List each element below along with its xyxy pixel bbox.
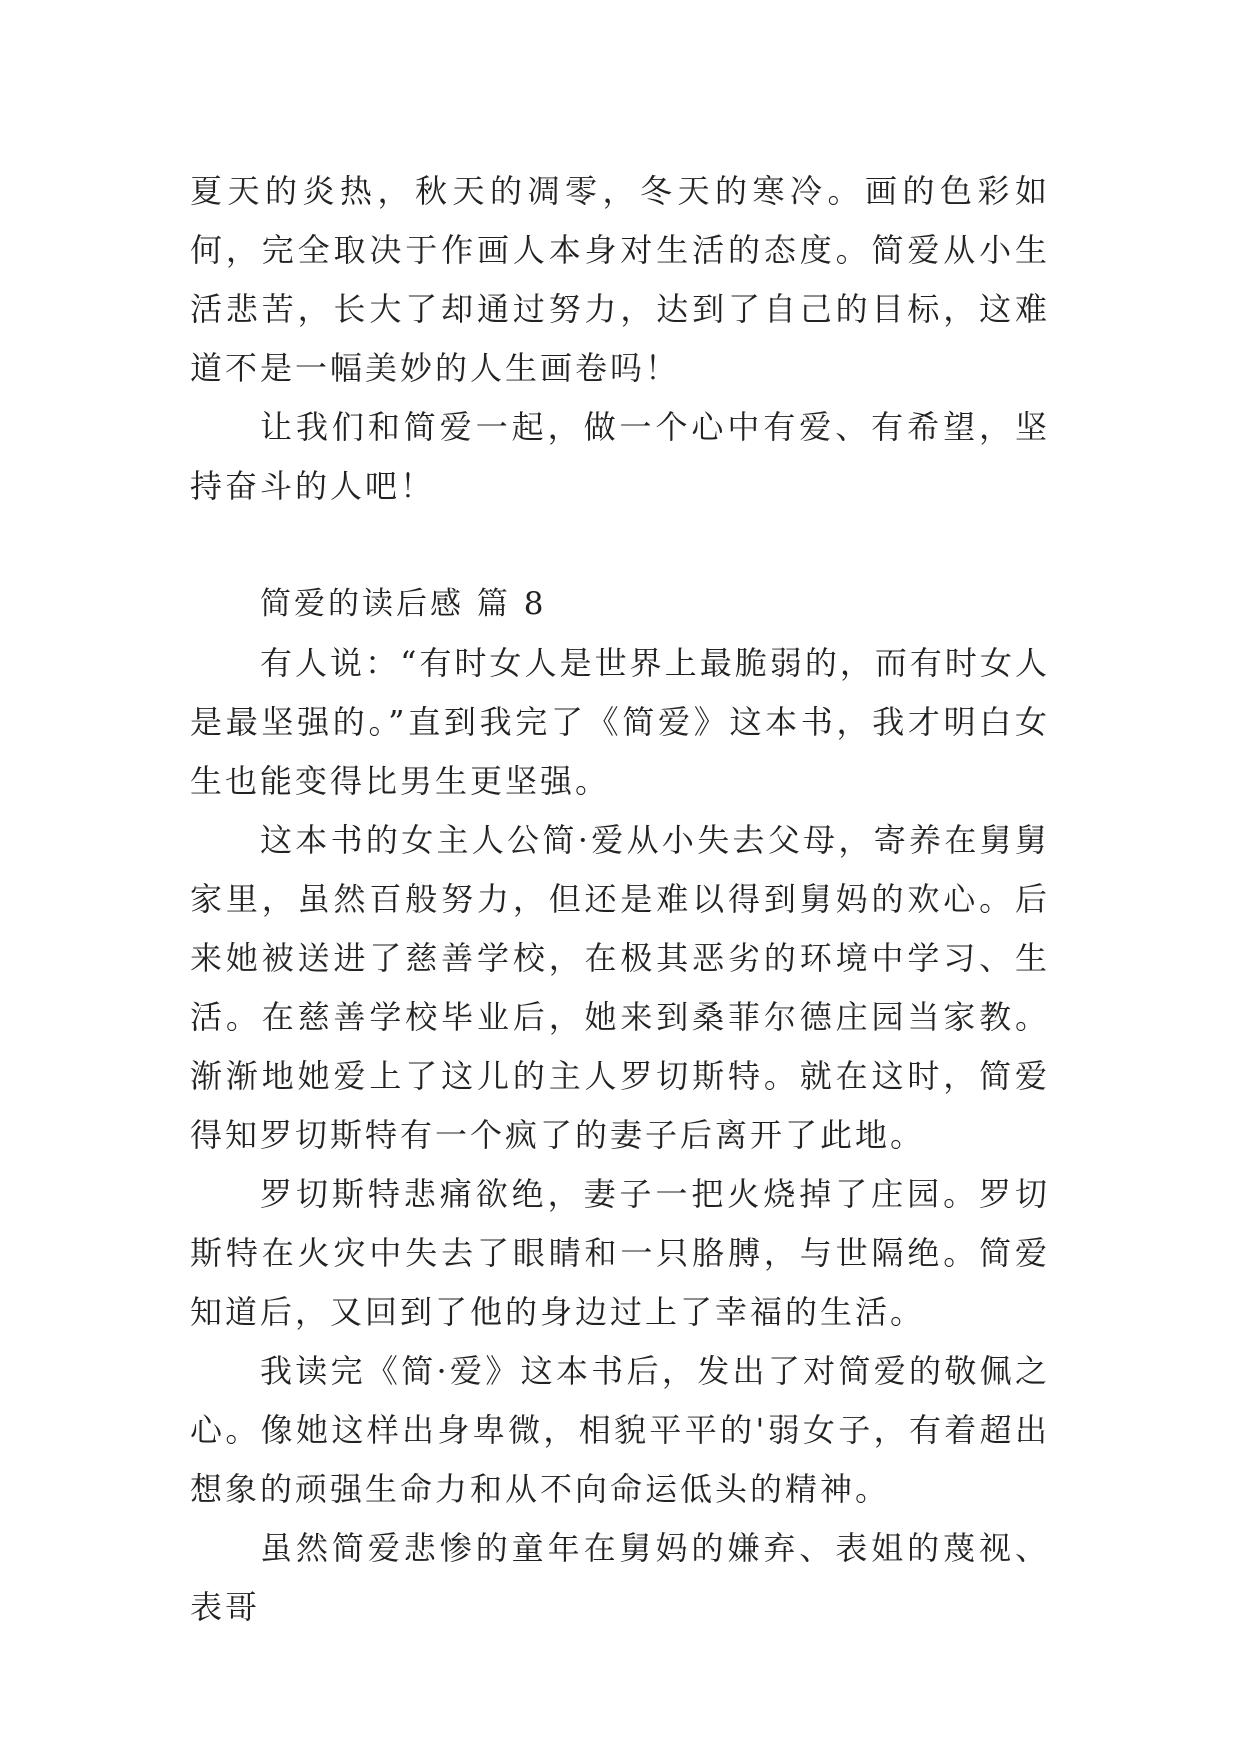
document-body bbox=[190, 162, 1050, 1637]
paragraph-admiration: 我读完《简·爱》这本书后，发出了对简爱的敬佩之心。像她这样出身卑微，相貌平平的'弱女子，有着超出想象的顽强生命力和从不向命运低头的精神。 bbox=[190, 1352, 1050, 1508]
paragraph-quote: 有人说：“有时女人是世界上最脆弱的，而有时女人是最坚强的。”直到我完了《简爱》这本书，我才明白女生也能变得比男生更坚强。 bbox=[190, 644, 1050, 800]
paragraph-closing: 让我们和简爱一起，做一个心中有爱、有希望，坚持奋斗的人吧！ bbox=[190, 408, 1050, 505]
paragraph-rochester: 罗切斯特悲痛欲绝，妻子一把火烧掉了庄园。罗切斯特在火灾中失去了眼睛和一只胳膊，与世隔绝。简爱知道后，又回到了他的身边过上了幸福的生活。 bbox=[190, 1175, 1050, 1331]
section-spacer bbox=[190, 516, 1050, 575]
section-heading: 简爱的读后感 篇 8 bbox=[260, 586, 547, 622]
paragraph-continuation: 夏天的炎热，秋天的凋零，冬天的寒冷。画的色彩如何，完全取决于作画人本身对生活的态度。简爱从小生活悲苦，长大了却通过努力，达到了自己的目标，这难道不是一幅美妙的人生画卷吗！ bbox=[190, 172, 1050, 387]
paragraph-plot-summary: 这本书的女主人公简·爱从小失去父母，寄养在舅舅家里，虽然百般努力，但还是难以得到舅妈的欢心。后来她被送进了慈善学校，在极其恶劣的环境中学习、生活。在慈善学校毕业后，她来到桑菲尔德庄园当家教。渐渐地她爱上了这儿的主人罗切斯特。就在这时，简爱得知罗切斯特有一个疯了的妻子后离开了此地。 bbox=[190, 821, 1050, 1154]
paragraph-childhood: 虽然简爱悲惨的童年在舅妈的嫌弃、表姐的蔑视、表哥 bbox=[190, 1529, 1050, 1626]
